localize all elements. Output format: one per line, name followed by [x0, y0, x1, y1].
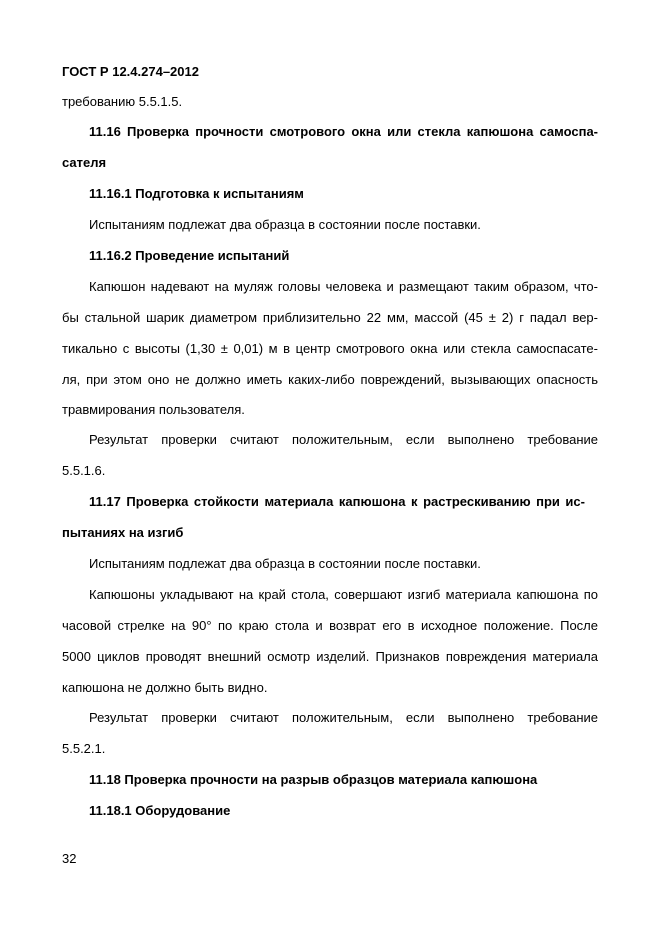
text-line: ля, при этом оно не должно иметь каких-либо повреждений, вызывающих опасность — [62, 372, 598, 387]
text-line: Испытаниям подлежат два образца в состоянии после поставки. — [89, 556, 481, 571]
text-line: Испытаниям подлежат два образца в состоянии после поставки. — [89, 217, 481, 232]
section-heading: 11.18 Проверка прочности на разрыв образцов материала капюшона — [89, 772, 538, 787]
text-line: Результат проверки считают положительным, если выполнено требование — [89, 710, 598, 725]
text-line: Капюшоны укладывают на край стола, совершают изгиб материала капюшона по — [89, 587, 598, 602]
text-line: требованию 5.5.1.5. — [62, 94, 183, 109]
text-line: 5.5.2.1. — [62, 741, 106, 756]
section-heading: 11.16 Проверка прочности смотрового окна или стекла капюшона самоспа- — [89, 124, 598, 139]
subsection-heading: 11.16.2 Проведение испытаний — [89, 248, 290, 263]
section-heading: 11.17 Проверка стойкости материала капюшона к растрескиванию при ис- — [89, 494, 585, 509]
page-number: 32 — [62, 851, 77, 866]
section-heading-cont: сателя — [62, 155, 107, 170]
text-line: Капюшон надевают на муляж головы человека и размещают таким образом, что- — [89, 279, 598, 294]
text-line: Результат проверки считают положительным, если выполнено требование — [89, 432, 598, 447]
document-header: ГОСТ Р 12.4.274–2012 — [62, 64, 199, 79]
section-heading-cont: пытаниях на изгиб — [62, 525, 184, 540]
text-line: часовой стрелке на 90° по краю стола и возврат его в исходное положение. После — [62, 618, 598, 633]
text-line: 5.5.1.6. — [62, 463, 106, 478]
text-line: травмирования пользователя. — [62, 402, 245, 417]
text-line: тикально с высоты (1,30 ± 0,01) м в центр смотрового окна или стекла самоспасате- — [62, 341, 598, 356]
text-line: бы стальной шарик диаметром приблизительно 22 мм, массой (45 ± 2) г падал вер- — [62, 310, 598, 325]
text-line: капюшона не должно быть видно. — [62, 680, 268, 695]
subsection-heading: 11.16.1 Подготовка к испытаниям — [89, 186, 304, 201]
subsection-heading: 11.18.1 Оборудование — [89, 803, 231, 818]
text-line: 5000 циклов проводят внешний осмотр изделий. Признаков повреждения материала — [62, 649, 598, 664]
